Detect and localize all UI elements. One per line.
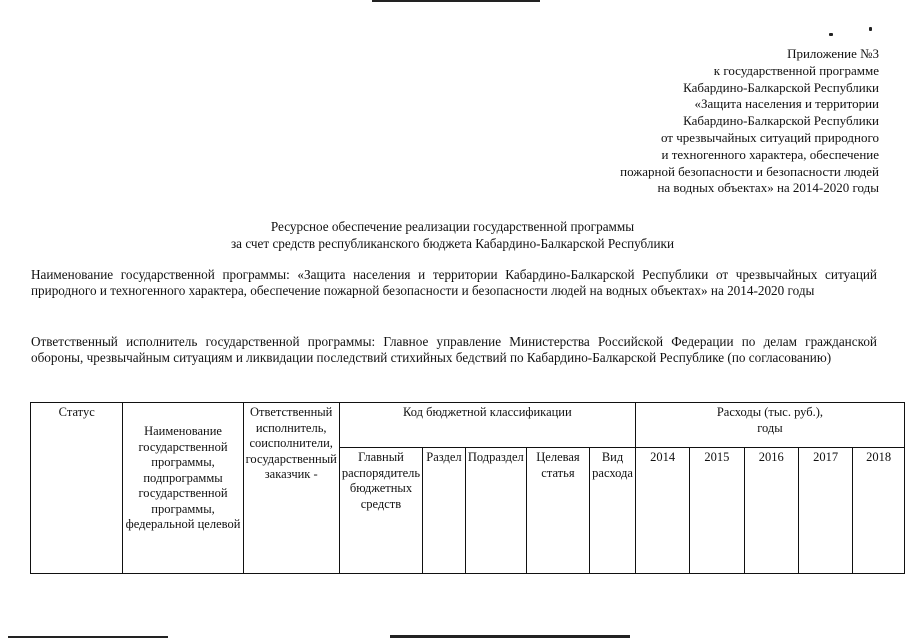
appendix-line: «Защита населения и территории [694,96,879,112]
title-line: за счет средств республиканского бюджета Кабардино-Балкарской Республики [230,236,675,251]
header-year: 2016 [744,448,798,574]
expenses-line: Расходы (тыс. руб.), [716,405,824,419]
header-expense-type: Вид расхода [590,448,636,574]
appendix-line: от чрезвычайных ситуаций природного [660,129,879,145]
scan-speck [869,27,872,31]
resource-table [30,402,905,574]
header-status: Статус [31,403,123,574]
appendix-line: и техногенного характера, обеспечение [661,146,879,162]
header-program-name: Наименование государственной программы, подпрограммы государственной программы, федеральной целевой [123,403,243,574]
header-year: 2014 [635,448,689,574]
header-chief-manager: Главный распорядитель бюджетных средств [339,448,422,574]
scan-speck [829,33,833,36]
header-target-article: Целевая статья [526,448,589,574]
header-year: 2015 [690,448,744,574]
appendix-line: к государственной программе [713,62,879,78]
title-line: Ресурсное обеспечение реализации государственной программы [270,219,635,234]
header-year: 2018 [853,448,905,574]
scan-artifact-top [372,0,540,2]
scan-artifact-bottom-left [8,636,168,638]
header-budget-code-group: Код бюджетной классификации [339,403,635,448]
header-subsection: Подраздел [465,448,526,574]
header-executor: Ответственный исполнитель, соисполнители, государственный заказчик - [243,403,339,574]
appendix-header [499,46,879,197]
appendix-line: пожарной безопасности и безопасности людей [620,163,879,179]
header-expenses-group [635,403,904,448]
document-title [0,218,905,252]
program-name-paragraph: Наименование государственной программы: «Защита населения и территории Кабардино-Балкарской Республики от чрезвычайных ситуаций природного и техногенного характера, обеспечение пожарной безопасности и безопасности людей на водных объектах» на 2014-2020 годы [31,267,877,299]
appendix-line: на водных объектах» на 2014-2020 годы [657,180,879,196]
header-year: 2017 [798,448,852,574]
header-section: Раздел [423,448,466,574]
appendix-line: Кабардино-Балкарской Республики [683,113,879,129]
scan-artifact-bottom-right [390,635,630,638]
executor-paragraph: Ответственный исполнитель государственной программы: Главное управление Министерства Российской Федерации по делам гражданской обороны, чрезвычайным ситуациям и ликвидации последствий стихийных бедствий по Кабардино-Балкарской Республике (по согласованию) [31,334,877,366]
appendix-line: Приложение №3 [787,46,879,61]
appendix-line: Кабардино-Балкарской Республики [683,79,879,95]
expenses-line: годы [757,420,783,435]
